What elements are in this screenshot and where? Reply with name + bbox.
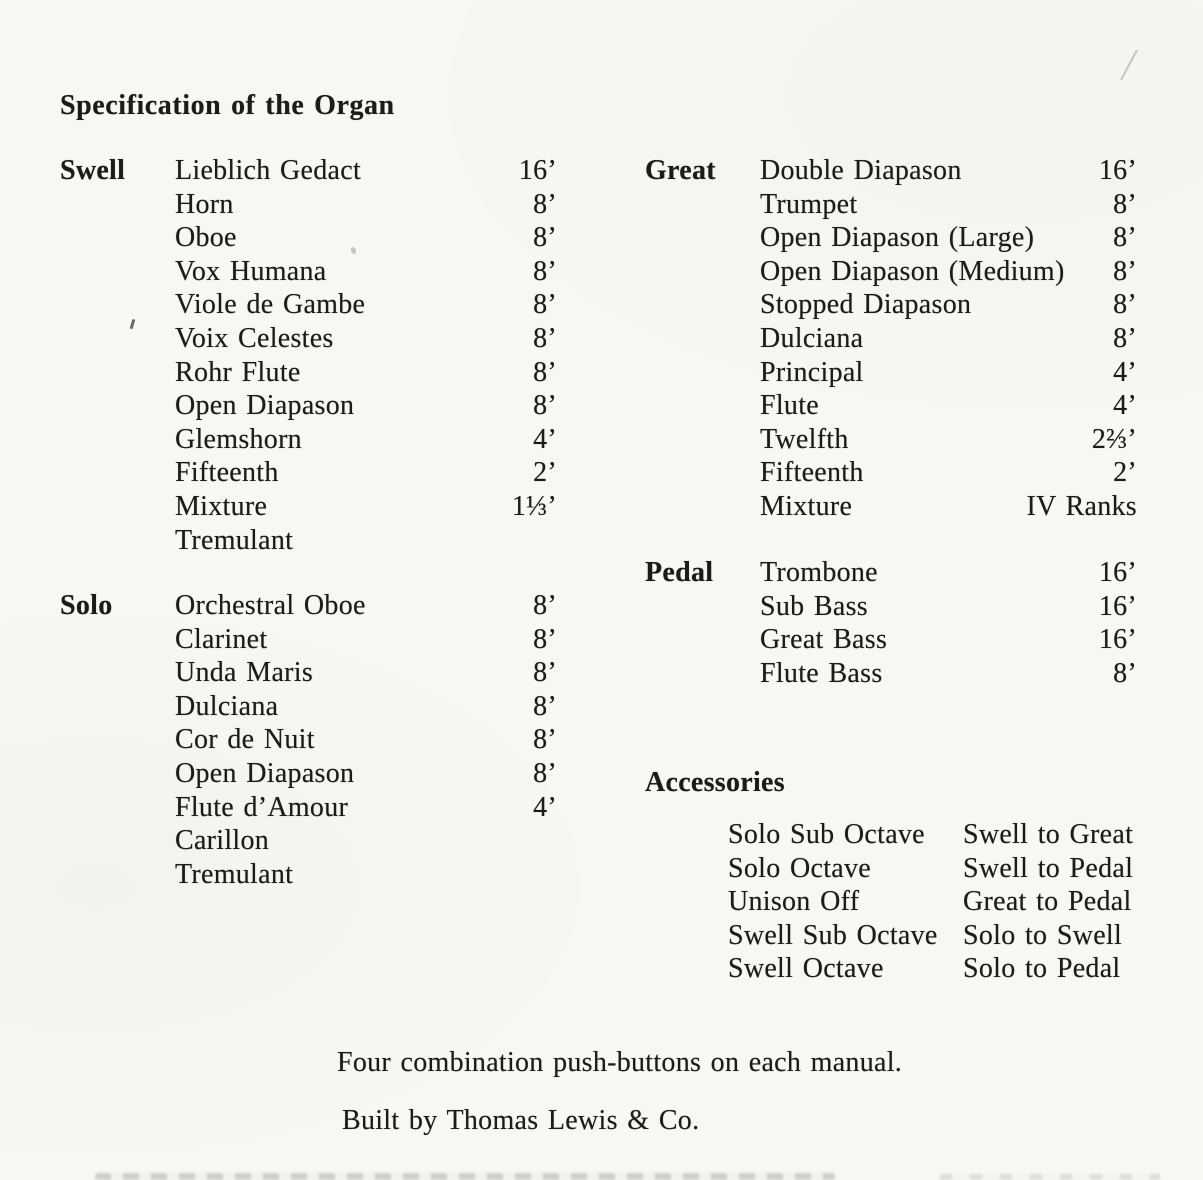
solo-stop-row-name: Tremulant	[175, 858, 294, 890]
great-stop-row-name: Mixture	[760, 490, 853, 522]
scan-tick-mark	[130, 319, 136, 329]
great-stop-row-pitch: 8’	[1113, 255, 1137, 287]
division-swell-stop-list	[175, 154, 557, 557]
swell-stop-row-name: Glemshorn	[175, 423, 302, 455]
division-swell-label: Swell	[60, 155, 126, 186]
swell-stop-row-name: Lieblich Gedact	[175, 155, 362, 186]
swell-stop-row-name: Fifteenth	[175, 457, 279, 489]
swell-stop-row-pitch: 8’	[533, 255, 557, 287]
great-stop-row-pitch: 8’	[1113, 289, 1137, 321]
division-great-stop-list	[760, 154, 1137, 524]
pedal-stop-row	[760, 556, 1137, 590]
pedal-stop-row-name: Trombone	[760, 557, 878, 588]
solo-stop-row-pitch: 8’	[533, 757, 557, 789]
swell-stop-row	[175, 490, 557, 524]
great-stop-row	[760, 389, 1137, 423]
solo-stop-row	[175, 824, 557, 858]
great-stop-row-name: Principal	[760, 356, 864, 388]
solo-stop-row-pitch: 8’	[533, 657, 557, 689]
swell-stop-row-pitch: 8’	[533, 222, 557, 254]
great-stop-row-pitch: IV Ranks	[1026, 490, 1137, 522]
great-stop-row-name: Dulciana	[760, 322, 864, 354]
solo-stop-row	[175, 690, 557, 724]
footnote-combination-pushbuttons: Four combination push-buttons on each manual.	[337, 1047, 903, 1078]
swell-stop-row-pitch: 8’	[533, 390, 557, 422]
great-stop-row-pitch: 8’	[1113, 222, 1137, 254]
division-solo-label: Solo	[60, 590, 113, 621]
swell-stop-row-name: Mixture	[175, 490, 268, 522]
pedal-stop-row-pitch: 8’	[1113, 657, 1137, 689]
coupler-row	[728, 818, 1140, 852]
swell-stop-row-pitch: 8’	[533, 322, 557, 354]
pedal-stop-row-name: Flute Bass	[760, 657, 883, 689]
coupler-row-left: Swell Sub Octave	[728, 919, 938, 951]
great-stop-row-name: Open Diapason (Medium)	[760, 255, 1065, 287]
pedal-stop-row-pitch: 16’	[1098, 557, 1137, 588]
solo-stop-row	[175, 791, 557, 825]
swell-stop-row-pitch: 8’	[533, 356, 557, 388]
accessories-coupler-list	[728, 818, 1140, 986]
solo-stop-row-name: Clarinet	[175, 623, 268, 655]
great-stop-row	[760, 154, 1137, 188]
pedal-stop-row	[760, 590, 1137, 624]
great-stop-row-name: Double Diapason	[760, 155, 962, 186]
coupler-row	[728, 852, 1140, 886]
great-stop-row	[760, 188, 1137, 222]
swell-stop-row	[175, 221, 557, 255]
great-stop-row	[760, 490, 1137, 524]
swell-stop-row-pitch: 8’	[533, 289, 557, 321]
solo-stop-row-pitch: 8’	[533, 724, 557, 756]
accessories-label: Accessories	[645, 767, 785, 798]
great-stop-row-pitch: 4’	[1113, 390, 1137, 422]
great-stop-row-name: Twelfth	[760, 423, 849, 455]
great-stop-row	[760, 456, 1137, 490]
solo-stop-row-pitch: 4’	[533, 791, 557, 823]
coupler-row-left: Unison Off	[728, 886, 860, 918]
coupler-row-right: Solo to Swell	[963, 919, 1123, 951]
solo-stop-row-pitch: 8’	[533, 590, 557, 621]
great-stop-row-name: Open Diapason (Large)	[760, 222, 1035, 254]
division-great-label: Great	[645, 155, 716, 186]
solo-stop-row-name: Unda Maris	[175, 657, 314, 689]
great-stop-row	[760, 288, 1137, 322]
swell-stop-row-name: Open Diapason	[175, 390, 355, 422]
solo-stop-row	[175, 623, 557, 657]
solo-stop-row	[175, 723, 557, 757]
swell-stop-row-name: Voix Celestes	[175, 322, 334, 354]
great-stop-row-name: Stopped Diapason	[760, 289, 972, 321]
coupler-row-right: Great to Pedal	[963, 886, 1132, 918]
solo-stop-row	[175, 656, 557, 690]
swell-stop-row	[175, 288, 557, 322]
solo-stop-row-name: Dulciana	[175, 690, 279, 722]
swell-stop-row-name: Tremulant	[175, 524, 294, 556]
division-pedal-stop-list	[760, 556, 1137, 690]
pedal-stop-row-name: Sub Bass	[760, 590, 868, 622]
swell-stop-row	[175, 389, 557, 423]
swell-stop-row-name: Oboe	[175, 222, 237, 254]
pedal-stop-row	[760, 657, 1137, 691]
great-stop-row-name: Flute	[760, 390, 819, 422]
swell-stop-row-pitch: 2’	[533, 457, 557, 489]
solo-stop-row-pitch: 8’	[533, 623, 557, 655]
solo-stop-row-pitch: 8’	[533, 690, 557, 722]
solo-stop-row	[175, 858, 557, 892]
swell-stop-row-pitch: 4’	[533, 423, 557, 455]
swell-stop-row	[175, 188, 557, 222]
swell-stop-row	[175, 524, 557, 558]
division-solo-stop-list	[175, 589, 557, 891]
scan-scratch	[1120, 50, 1138, 81]
pedal-stop-row	[760, 623, 1137, 657]
great-stop-row-pitch: 8’	[1113, 322, 1137, 354]
swell-stop-row-name: Horn	[175, 188, 234, 220]
great-stop-row-pitch: 8’	[1113, 188, 1137, 220]
page-bottom-scan-artifact-right	[940, 1174, 1160, 1180]
solo-stop-row-name: Orchestral Oboe	[175, 590, 366, 621]
great-stop-row	[760, 423, 1137, 457]
great-stop-row-pitch: 2⅔’	[1091, 423, 1137, 455]
great-stop-row	[760, 255, 1137, 289]
solo-stop-row-name: Cor de Nuit	[175, 724, 315, 756]
solo-stop-row	[175, 757, 557, 791]
coupler-row-left: Solo Sub Octave	[728, 819, 925, 850]
swell-stop-row-pitch: 1⅓’	[511, 490, 557, 522]
solo-stop-row-name: Flute d’Amour	[175, 791, 349, 823]
coupler-row-right: Swell to Pedal	[963, 852, 1134, 884]
great-stop-row-name: Trumpet	[760, 188, 858, 220]
coupler-row-right: Swell to Great	[963, 819, 1134, 850]
coupler-row-right: Solo to Pedal	[963, 953, 1121, 985]
coupler-row	[728, 952, 1140, 986]
swell-stop-row	[175, 456, 557, 490]
footnote-builder: Built by Thomas Lewis & Co.	[342, 1105, 700, 1136]
solo-stop-row-name: Carillon	[175, 825, 270, 857]
coupler-row	[728, 885, 1140, 919]
page-title: Specification of the Organ	[60, 90, 395, 121]
swell-stop-row-name: Vox Humana	[175, 255, 327, 287]
great-stop-row	[760, 356, 1137, 390]
swell-stop-row-name: Viole de Gambe	[175, 289, 366, 321]
pedal-stop-row-name: Great Bass	[760, 624, 888, 656]
coupler-row-left: Swell Octave	[728, 953, 884, 985]
coupler-row	[728, 919, 1140, 953]
pedal-stop-row-pitch: 16’	[1098, 624, 1137, 656]
swell-stop-row-name: Rohr Flute	[175, 356, 301, 388]
coupler-row-left: Solo Octave	[728, 852, 871, 884]
great-stop-row-pitch: 2’	[1113, 457, 1137, 489]
great-stop-row-pitch: 16’	[1098, 155, 1137, 186]
swell-stop-row	[175, 154, 557, 188]
swell-stop-row-pitch: 8’	[533, 188, 557, 220]
swell-stop-row	[175, 255, 557, 289]
great-stop-row	[760, 221, 1137, 255]
swell-stop-row	[175, 322, 557, 356]
division-pedal-label: Pedal	[645, 557, 714, 588]
swell-stop-row-pitch: 16’	[518, 155, 557, 186]
solo-stop-row-name: Open Diapason	[175, 757, 355, 789]
page-bottom-scan-artifact	[95, 1173, 835, 1180]
pedal-stop-row-pitch: 16’	[1098, 590, 1137, 622]
great-stop-row-name: Fifteenth	[760, 457, 864, 489]
great-stop-row-pitch: 4’	[1113, 356, 1137, 388]
swell-stop-row	[175, 423, 557, 457]
great-stop-row	[760, 322, 1137, 356]
solo-stop-row	[175, 589, 557, 623]
swell-stop-row	[175, 356, 557, 390]
